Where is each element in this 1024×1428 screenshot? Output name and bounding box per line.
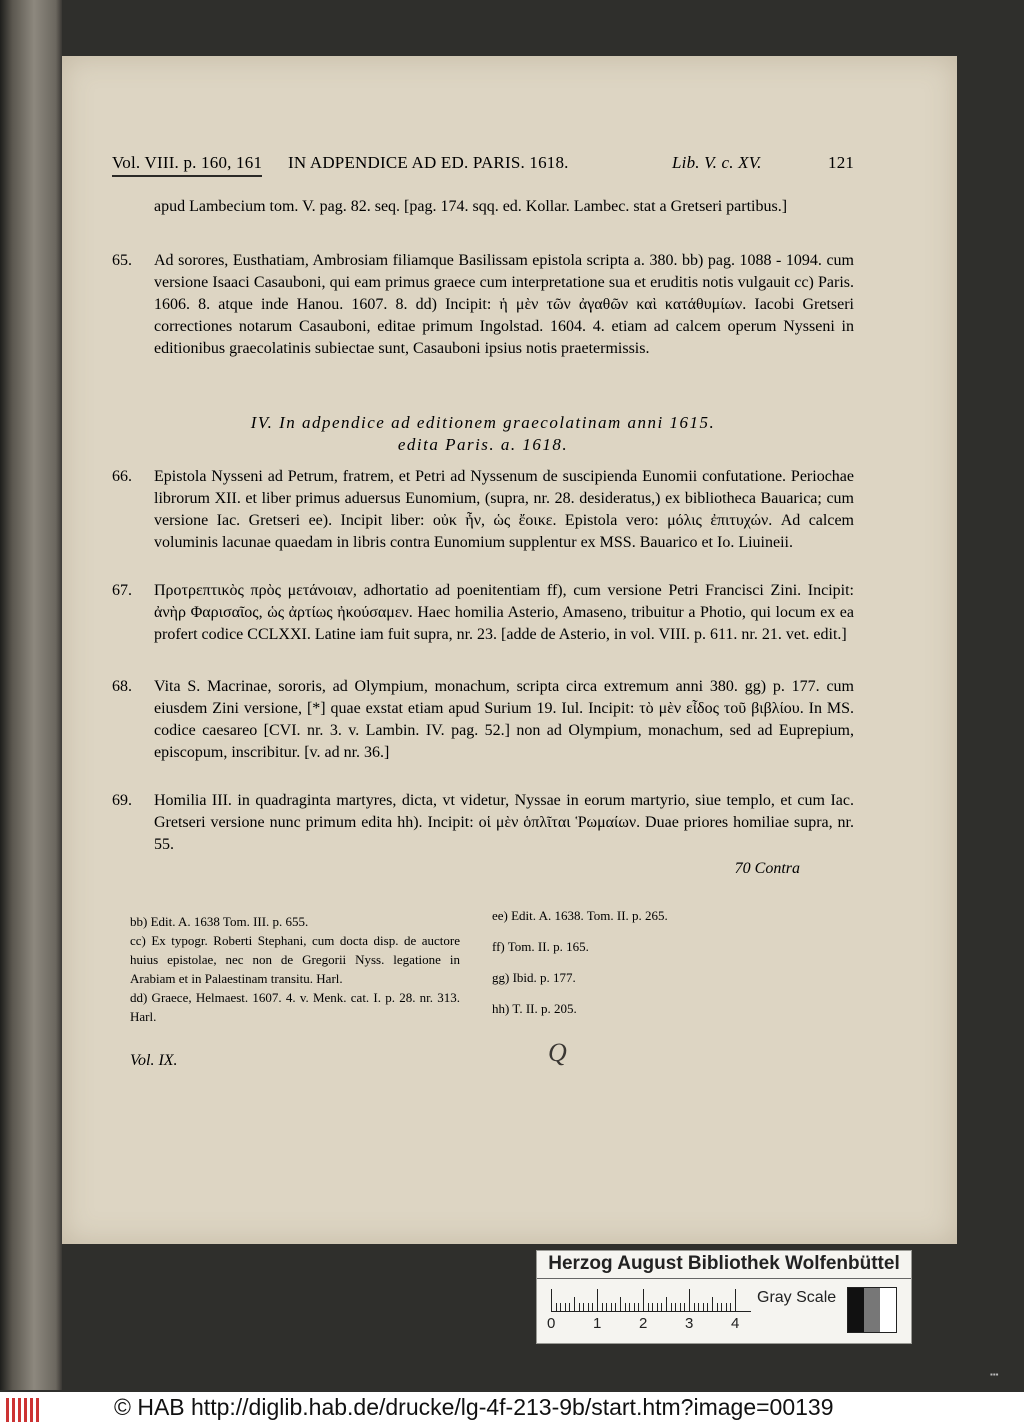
ruler-tick — [597, 1289, 598, 1311]
paragraph-continuation — [112, 196, 854, 240]
ruler-numbers — [547, 1315, 757, 1335]
entry-number: 68. — [112, 678, 132, 695]
entry-69 — [112, 790, 854, 856]
footnote-ff: ff) Tom. II. p. 165. — [492, 939, 589, 954]
ruler-tick — [684, 1303, 685, 1311]
entry-66 — [112, 466, 854, 576]
section-heading — [112, 412, 854, 456]
target-title: Herzog August Bibliothek Wolfenbüttel — [537, 1253, 911, 1279]
ruler-tick — [703, 1303, 704, 1311]
ruler-tick — [735, 1289, 736, 1311]
ruler-tick — [680, 1303, 681, 1311]
paragraph-text: Ad sorores, Eusthatiam, Ambrosiam filiamque Basilissam epistola scripta a. 380. bb) pag. 1088 - 1094. cum versione Isaaci Casauboni, qui eam primus graece cum interpretatione sua et eruditis notis vulgauit cc) Paris. 1606. 8. atque inde Hanou. 1607. 8. dd) Incipit: ἡ μὲν τῶν ἀγαθῶν καὶ κατάθυμίων. Iacobi Gretseri correctiones notarum Casauboni, editae primum Ingolstad. 1604. 4. etiam ad calcem operum Nysseni in editionibus graecolatinis subiectae sunt, Casauboni ipsius notis praetermissis. — [154, 252, 854, 357]
ruler-tick — [698, 1303, 699, 1311]
ruler-tick — [615, 1303, 616, 1311]
gray-patch-mid — [864, 1288, 880, 1332]
gathering-mark: Q — [548, 1038, 567, 1067]
ruler-tick — [657, 1303, 658, 1311]
footer-bar — [0, 1392, 1024, 1428]
ruler-tick — [574, 1297, 575, 1311]
ruler-tick — [689, 1289, 690, 1311]
adjacent-page-edge — [0, 0, 62, 1390]
footnote-bb: bb) Edit. A. 1638 Tom. III. p. 655. — [130, 914, 309, 929]
ruler-tick — [643, 1289, 644, 1311]
ruler-tick — [666, 1297, 667, 1311]
ruler-number: 3 — [685, 1315, 694, 1332]
entry-67 — [112, 580, 854, 670]
ruler-number: 2 — [639, 1315, 648, 1332]
ruler-tick — [721, 1303, 722, 1311]
footnote-gg: gg) Ibid. p. 177. — [492, 970, 576, 985]
hab-logo-icon — [6, 1398, 40, 1422]
running-head-book: Lib. V. c. XV. — [672, 153, 762, 172]
ruler-tick — [634, 1303, 635, 1311]
paragraph-text: Epistola Nysseni ad Petrum, fratrem, et Petri ad Nyssenum de suscipienda Eunomii confutatione. Periochae librorum XII. et liber primus aduersus Eunomium, (supra, nr. 28. desideratus,) ex bibliotheca Bauarica; cum versione Iac. Gretseri ee). Incipit liber: οὐκ ἦν, ὡς ἔοικε. Epistola vero: μόλις ἐπιτυχών. Ad calcem voluminis lacunae quaedam in libris contra Eunomium supplentur ex MSS. Bauarico et Io. Liuineii. — [154, 468, 854, 551]
page-number: 121 — [828, 153, 855, 172]
ruler-tick — [569, 1303, 570, 1311]
paragraph-text: Προτρεπτικὸς πρὸς μετάνοιαν, adhortatio ad poenitentiam ff), cum versione Petri Francisci Zini. Incipit: ἀνὴρ Φαρισαῖος, ὡς ἀρτίως ἠκούσαμεν. Haec homilia Asterio, Amaseno, tribuitur a Photio, qui locum ex ea profert codice CCLXXI. Latine iam fuit supra, nr. 23. [adde de Asterio, in vol. VIII. p. 611. nr. 21. vet. edit.] — [154, 582, 854, 643]
signature-mark: Vol. IX. — [130, 1052, 178, 1069]
ruler-tick — [565, 1303, 566, 1311]
ruler-tick — [592, 1303, 593, 1311]
ruler-tick — [629, 1303, 630, 1311]
section-heading-line2: edita Paris. a. 1618. — [397, 435, 569, 454]
ruler-tick — [602, 1303, 603, 1311]
footnotes-left — [130, 912, 460, 1026]
ruler-tick — [579, 1303, 580, 1311]
ruler-tick — [675, 1303, 676, 1311]
ruler-number: 4 — [731, 1315, 740, 1332]
scan-corner-mark: ▪▪▪ — [990, 1370, 999, 1379]
catchword: 70 Contra — [734, 860, 800, 877]
ruler-number: 1 — [593, 1315, 602, 1332]
ruler-tick — [556, 1303, 557, 1311]
entry-65 — [112, 250, 854, 380]
running-head — [112, 153, 855, 179]
ruler-tick — [583, 1303, 584, 1311]
paragraph-text: apud Lambecium tom. V. pag. 82. seq. [pag. 174. sqq. ed. Kollar. Lambec. stat a Gretseri partibus.] — [154, 198, 788, 215]
ruler-tick — [560, 1303, 561, 1311]
grayscale-label: Gray Scale — [757, 1289, 837, 1306]
footnote-cc: cc) Ex typogr. Roberti Stephani, cum docta disp. de auctore huius epistolae, nec non de Gregorii Nyss. legatione in Arabiam et in Palaestinam transitu. Harl. — [130, 933, 460, 986]
section-heading-line1: IV. In adpendice ad editionem graecolatinam anni 1615. — [250, 413, 716, 432]
gray-patch-black — [848, 1288, 864, 1332]
paragraph-text: Vita S. Macrinae, sororis, ad Olympium, monachum, scripta circa extremum anni 380. gg) p. 177. cum eiusdem Zini versione, [*] quae exstat etiam apud Surium 19. Iul. Incipit: τὸ μὲν εἶδος τοῦ βιβλίου. In MS. codice caesareo [CVI. nr. 3. v. Lambin. IV. pag. 52.] non ad Olympium, monachum, sed ad Euprepium, episcopum, inscribitur. [v. ad nr. 36.] — [154, 678, 854, 761]
ruler-tick — [661, 1303, 662, 1311]
gray-patch-white — [880, 1288, 896, 1332]
ruler-tick — [730, 1303, 731, 1311]
ruler-tick — [717, 1303, 718, 1311]
entry-number: 67. — [112, 582, 132, 599]
scan-color-target — [536, 1250, 912, 1344]
ruler-tick — [638, 1303, 639, 1311]
ruler-tick — [606, 1303, 607, 1311]
entry-number: 65. — [112, 252, 132, 269]
entry-number: 66. — [112, 468, 132, 485]
grayscale-patches — [847, 1287, 897, 1333]
ruler-tick — [726, 1303, 727, 1311]
footnotes-right — [492, 906, 732, 1030]
ruler-tick — [551, 1289, 552, 1311]
scale-ruler — [551, 1289, 751, 1312]
footnote-hh: hh) T. II. p. 205. — [492, 1001, 577, 1016]
ruler-tick — [620, 1297, 621, 1311]
entry-68 — [112, 676, 854, 786]
ruler-tick — [707, 1303, 708, 1311]
ruler-tick — [694, 1303, 695, 1311]
entry-number: 69. — [112, 792, 132, 809]
ruler-tick — [611, 1303, 612, 1311]
footnote-dd: dd) Graece, Helmaest. 1607. 4. v. Menk. cat. I. p. 28. nr. 313. Harl. — [130, 990, 460, 1024]
ruler-tick — [625, 1303, 626, 1311]
ruler-tick — [588, 1303, 589, 1311]
running-head-volume: Vol. VIII. p. 160, 161 — [112, 153, 262, 177]
footer-url-text: © HAB http://diglib.hab.de/drucke/lg-4f-213-9b/start.htm?image=00139 — [114, 1394, 834, 1420]
running-head-title: IN ADPENDICE AD ED. PARIS. 1618. — [288, 153, 569, 172]
ruler-tick — [648, 1303, 649, 1311]
paragraph-text: Homilia III. in quadraginta martyres, dicta, vt videtur, Nyssae in eorum martyrio, siue templo, et cum Iac. Gretseri versione nunc primum edita hh). Incipit: οἱ μὲν ὁπλῖται Ῥωμαίων. Duae priores homiliae supra, nr. 55. — [154, 792, 854, 853]
ruler-tick — [712, 1297, 713, 1311]
ruler-number: 0 — [547, 1315, 556, 1332]
footnote-ee: ee) Edit. A. 1638. Tom. II. p. 265. — [492, 908, 668, 923]
ruler-tick — [652, 1303, 653, 1311]
ruler-tick — [671, 1303, 672, 1311]
